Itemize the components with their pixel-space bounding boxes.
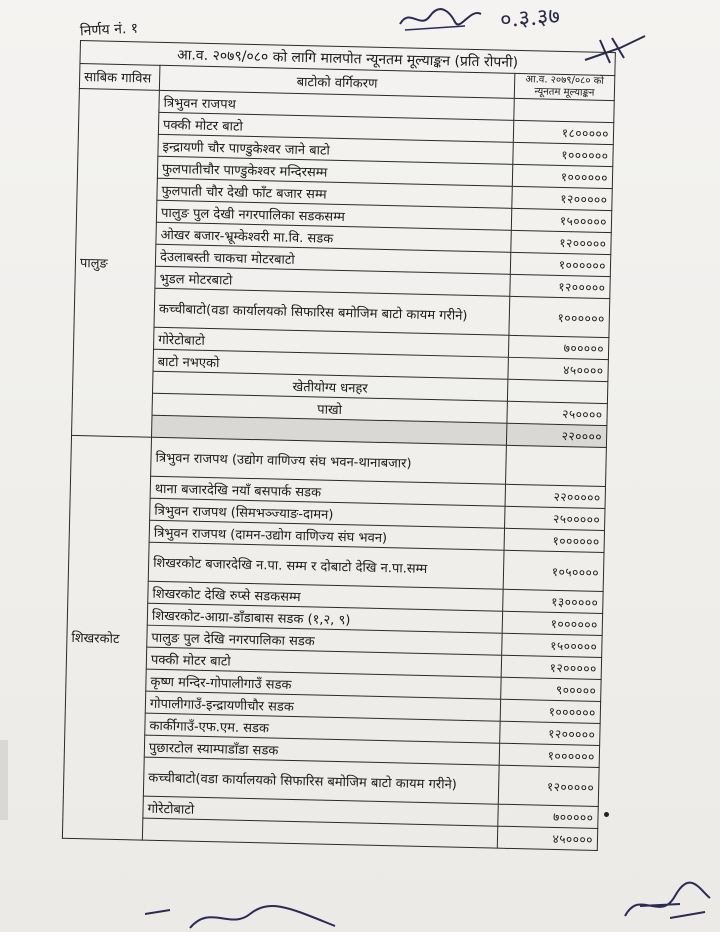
value-cell: ४५०००० bbox=[508, 357, 609, 381]
road-cell: त्रिभुवन राजपथ (उद्योग वाणिज्य संघ भवन-थानाबजार) bbox=[151, 437, 507, 484]
road-cell: फुलपाती चौर देखी फाँट बजार सम्म bbox=[157, 178, 512, 208]
value-cell: १०००००० bbox=[504, 528, 605, 552]
road-cell: गोपालीगाउँ-इन्द्रायणीचौर सडक bbox=[145, 691, 500, 721]
road-cell: शिखरकोट देखि रुप्से सडकसम्म bbox=[148, 581, 503, 611]
value-cell: १२००००० bbox=[511, 230, 612, 254]
road-cell: पक्की मोटर बाटो bbox=[146, 647, 501, 677]
top-handwritten-mark: ०.३.३७ bbox=[499, 3, 561, 34]
road-cell: पालुङ पुल देखी नगरपालिका सडकसम्म bbox=[156, 200, 511, 230]
value-cell: २५००००० bbox=[505, 506, 606, 530]
value-cell: १२००००० bbox=[501, 655, 602, 679]
road-cell: पालुङ पुल देखि नगरपालिका सडक bbox=[147, 625, 502, 655]
road-cell: खेतीयोग्य धनहर bbox=[153, 371, 508, 401]
value-cell: १०००००० bbox=[500, 699, 601, 723]
road-cell: थाना बजारदेखि नयाँ बसपार्क सडक bbox=[150, 476, 505, 506]
document-title: निर्णय नं. १ bbox=[79, 20, 139, 40]
ink-dot bbox=[604, 812, 609, 817]
value-cell: १०००००० bbox=[513, 142, 614, 166]
table-title: आ.व. २०७९/०८० को लागि मालपोत न्यूनतम मूल्याङ्कन (प्रति रोपनी) bbox=[80, 41, 615, 76]
road-cell: कच्चीबाटो(वडा कार्यालयको सिफारिस बमोजिम बाटो कायम गरीने) bbox=[154, 288, 510, 335]
value-cell: १०५०००० bbox=[503, 550, 604, 591]
value-cell: ४५०००० bbox=[497, 826, 598, 850]
value-cell bbox=[507, 379, 608, 403]
road-cell: ओखर बजार-भ्रूम्केश्वरी मा.वि. सडक bbox=[156, 222, 511, 252]
value-cell: १०००००० bbox=[512, 164, 613, 188]
value-cell: २५०००० bbox=[507, 401, 608, 425]
road-cell: बाटो नभएको bbox=[153, 349, 508, 379]
road-cell: पुछारटोल स्याम्पाडाँडा सडक bbox=[144, 735, 499, 765]
road-cell: त्रिभुवन राजपथ bbox=[159, 90, 514, 120]
road-cell: शिखरकोट-आग्रा-डाँडाबास सडक (१,२, ९) bbox=[147, 603, 502, 633]
table-body bbox=[62, 88, 614, 850]
road-cell: पक्की मोटर बाटो bbox=[158, 112, 513, 142]
road-cell: गोरेटोबाटो bbox=[143, 796, 498, 826]
road-cell: कृष्ण मन्दिर-गोपालीगाउँ सडक bbox=[146, 669, 501, 699]
value-cell: १३००००० bbox=[503, 589, 604, 613]
road-cell: त्रिभुवन राजपथ (दामन-उद्योग वाणिज्य संघ भवन) bbox=[149, 520, 504, 550]
value-cell bbox=[505, 445, 606, 486]
road-cell: शिखरकोट बजारदेखि न.पा. सम्म र दोबाटो देखि न.पा.सम्म bbox=[148, 542, 504, 589]
signature-icon bbox=[620, 878, 715, 928]
value-cell: १०००००० bbox=[510, 252, 611, 276]
value-cell: ७००००० bbox=[508, 335, 609, 359]
value-cell: १५००००० bbox=[511, 208, 612, 232]
road-cell: कच्चीबाटो(वडा कार्यालयको सिफारिस बमोजिम बाटो कायम गरीने) bbox=[143, 757, 499, 804]
value-cell: १२००००० bbox=[498, 765, 599, 806]
value-cell: १५००००० bbox=[502, 633, 603, 657]
road-cell: गोरेटोबाटो bbox=[154, 327, 509, 357]
page-edge-shadow bbox=[0, 740, 8, 820]
valuation-table bbox=[60, 40, 616, 932]
road-cell: त्रिभुवन राजपथ (सिमभञ्ज्याङ-दामन) bbox=[150, 498, 505, 528]
value-cell bbox=[514, 98, 615, 122]
road-cell: देउलाबस्ती चाकचा मोटरबाटो bbox=[155, 244, 510, 274]
vdc-cell: शिखरकोट bbox=[62, 435, 151, 840]
value-cell: १०००००० bbox=[509, 296, 610, 337]
value-cell: १२००००० bbox=[510, 274, 611, 298]
value-cell: १२००००० bbox=[500, 721, 601, 745]
value-cell: ७००००० bbox=[498, 804, 599, 828]
header-value: आ.व. २०७९/०८० को न्यूनतम मूल्याङ्कन bbox=[514, 73, 615, 100]
value-cell: २२००००० bbox=[505, 484, 606, 508]
value-cell: १०००००० bbox=[499, 743, 600, 767]
header-road: बाटोको वर्गिकरण bbox=[159, 65, 514, 98]
signature-icon bbox=[395, 2, 485, 36]
value-cell: १२००००० bbox=[512, 186, 613, 210]
value-cell: २२०००० bbox=[506, 423, 607, 447]
road-cell: पाखो bbox=[152, 393, 507, 423]
vdc-cell: पालुङ bbox=[72, 88, 160, 437]
value-cell: १०००००० bbox=[502, 611, 603, 635]
value-cell: १८००००० bbox=[513, 120, 614, 144]
road-cell: फुलपातीचौर पाण्डुकेश्वर मन्दिरसम्म bbox=[157, 156, 512, 186]
road-cell: इन्द्रायणी चौर पाण्डुकेश्वर जाने बाटो bbox=[158, 134, 513, 164]
value-cell: ९००००० bbox=[501, 677, 602, 701]
road-cell: भुडल मोटरबाटो bbox=[155, 266, 510, 296]
road-cell: कार्कीगाउँ-एफ.एम. सडक bbox=[145, 713, 500, 743]
header-vdc: साबिक गाविस bbox=[79, 64, 160, 91]
